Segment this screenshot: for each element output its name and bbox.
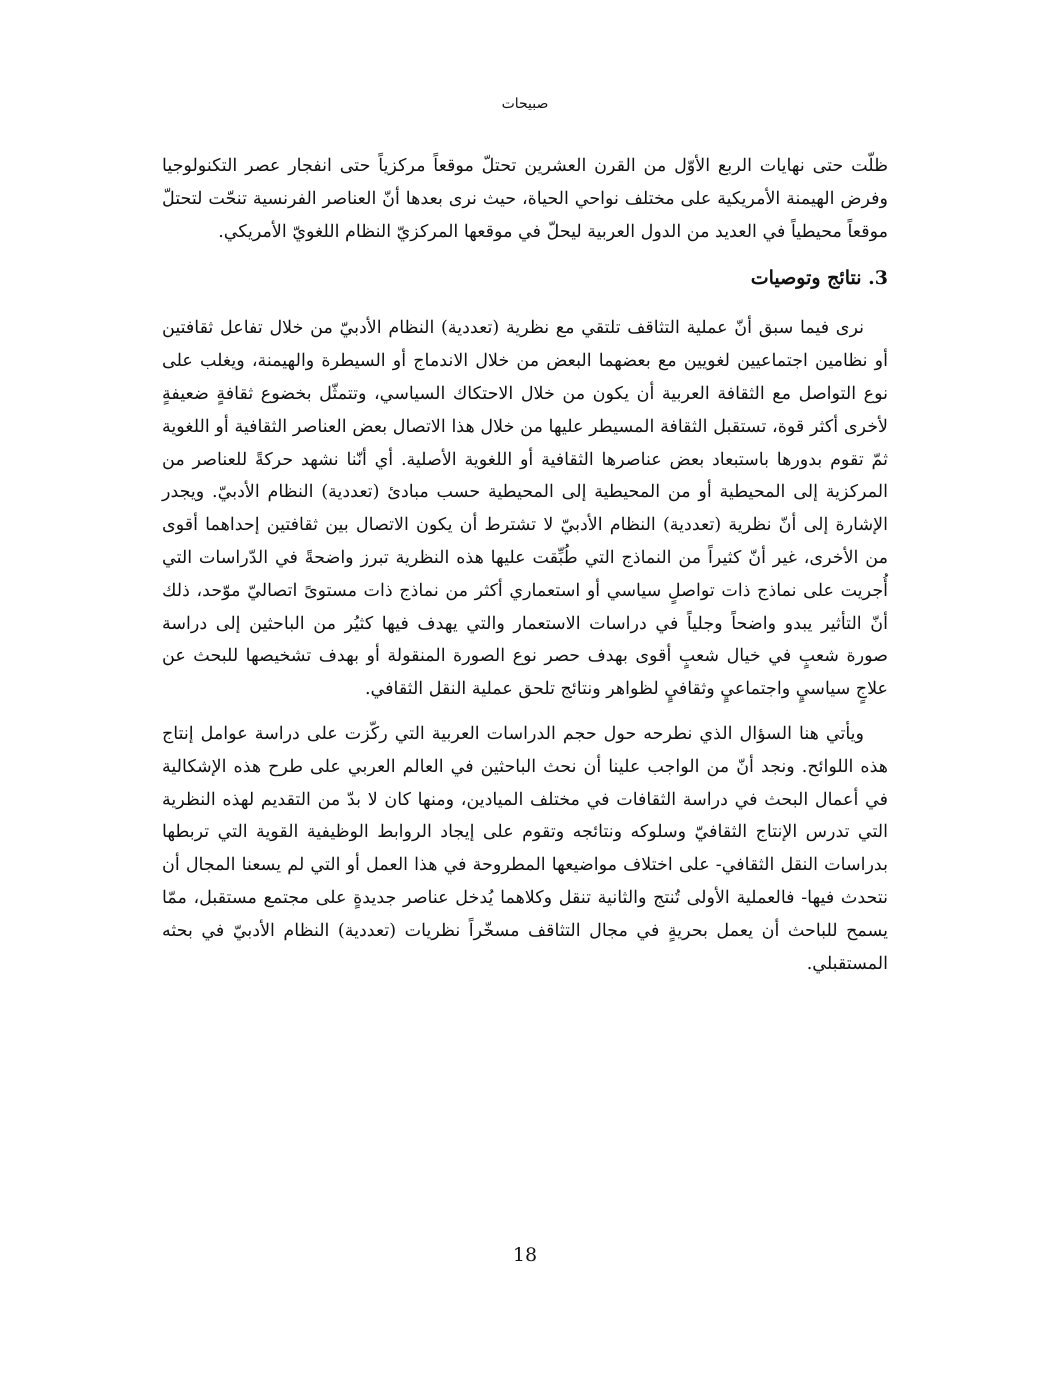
body-text: [162, 150, 888, 980]
section-heading: 3. نتائج وتوصيات: [750, 267, 888, 290]
page-number: 18: [512, 1244, 538, 1266]
paragraph-continuation: ظلّت حتى نهايات الربع الأوّل من القرن العشرين تحتلّ موقعاً مركزياً حتى انفجار عصر التكنولوجيا وفرض الهيمنة الأمريكية على مختلف نواحي الحياة، حيث نرى بعدها أنّ العناصر الفرنسية تنحّت لتحتلّ موقعاً محيطياً في العديد من الدول العربية ليحلّ في موقعها المركزيّ النظام اللغويّ الأمريكي.: [162, 156, 888, 242]
paragraph-recommendations: ويأتي هنا السؤال الذي نطرحه حول حجم الدراسات العربية التي ركّزت على دراسة عوامل إنتاج هذه اللوائح. ونجد أنّ من الواجب علينا أن نحث الباحثين في العالم العربي على طرح هذه الإشكالية في أعمال البحث في دراسة الثقافات في مختلف الميادين، ومنها كان لا بدّ من التقديم لهذه النظرية التي تدرس الإنتاج الثقافيّ وسلوكه ونتائجه وتقوم على إيجاد الروابط الوظيفية القوية التي تربطها بدراسات النقل الثقافي- على اختلاف مواضيعها المطروحة في هذا العمل أو التي لم يسعنا المجال أن نتحدث فيها- فالعملية الأولى تُنتج والثانية تنقل وكلاهما يُدخل عناصر جديدةٍ على مجتمع مستقبل، ممّا يسمح للباحث أن يعمل بحريةٍ في مجال التثاقف مسخّراً نظريات (تعددية) النظام الأدبيّ في بحثه المستقبلي.: [162, 723, 888, 974]
running-header: صبيحات: [501, 96, 549, 112]
paragraph-results: نرى فيما سبق أنّ عملية التثاقف تلتقي مع نظرية (تعددية) النظام الأدبيّ من خلال تفاعل ثقافتين أو نظامين اجتماعيين لغويين مع بعضهما البعض من خلال الاندماج أو السيطرة والهيمنة، ويغلب على نوع التواصل مع الثقافة العربية أن يكون من خلال الاحتكاك السياسي، وتتمثّل بخضوع ثقافةٍ ضعيفةٍ لأخرى أكثر قوة، تستقبل الثقافة المسيطر عليها من خلال هذا الاتصال بعض العناصر الثقافية أو اللغوية ثمّ تقوم بدورها باستبعاد بعض عناصرها الثقافية أو اللغوية الأصلية. أي أنّنا نشهد حركةً للعناصر من المركزية إلى المحيطية أو من المحيطية إلى المحيطية حسب مبادئ (تعددية) النظام الأدبيّ. ويجدر الإشارة إلى أنّ نظرية (تعددية) النظام الأدبيّ لا تشترط أن يكون الاتصال بين ثقافتين إحداهما أقوى من الأخرى، غير أنّ كثيراً من النماذج التي طُبِّقت عليها هذه النظرية تبرز واضحةً في الدّراسات التي أُجريت على نماذج ذات تواصلٍ سياسي أو استعماري أكثر من نماذج ذات مستوىً اتصاليّ موّحد، ذلك أنّ التأثير يبدو واضحاً وجلياً في دراسات الاستعمار والتي يهدف فيها كثيُر من الباحثين إلى دراسة صورة شعبٍ في خيال شعبٍ أقوى بهدف حصر نوع الصورة المنقولة أو بهدف تشخيصها للبحث عن علاجٍ سياسيٍ واجتماعيٍ وثقافيٍ لظواهر ونتائج تلحق عملية النقل الثقافي.: [162, 318, 888, 700]
